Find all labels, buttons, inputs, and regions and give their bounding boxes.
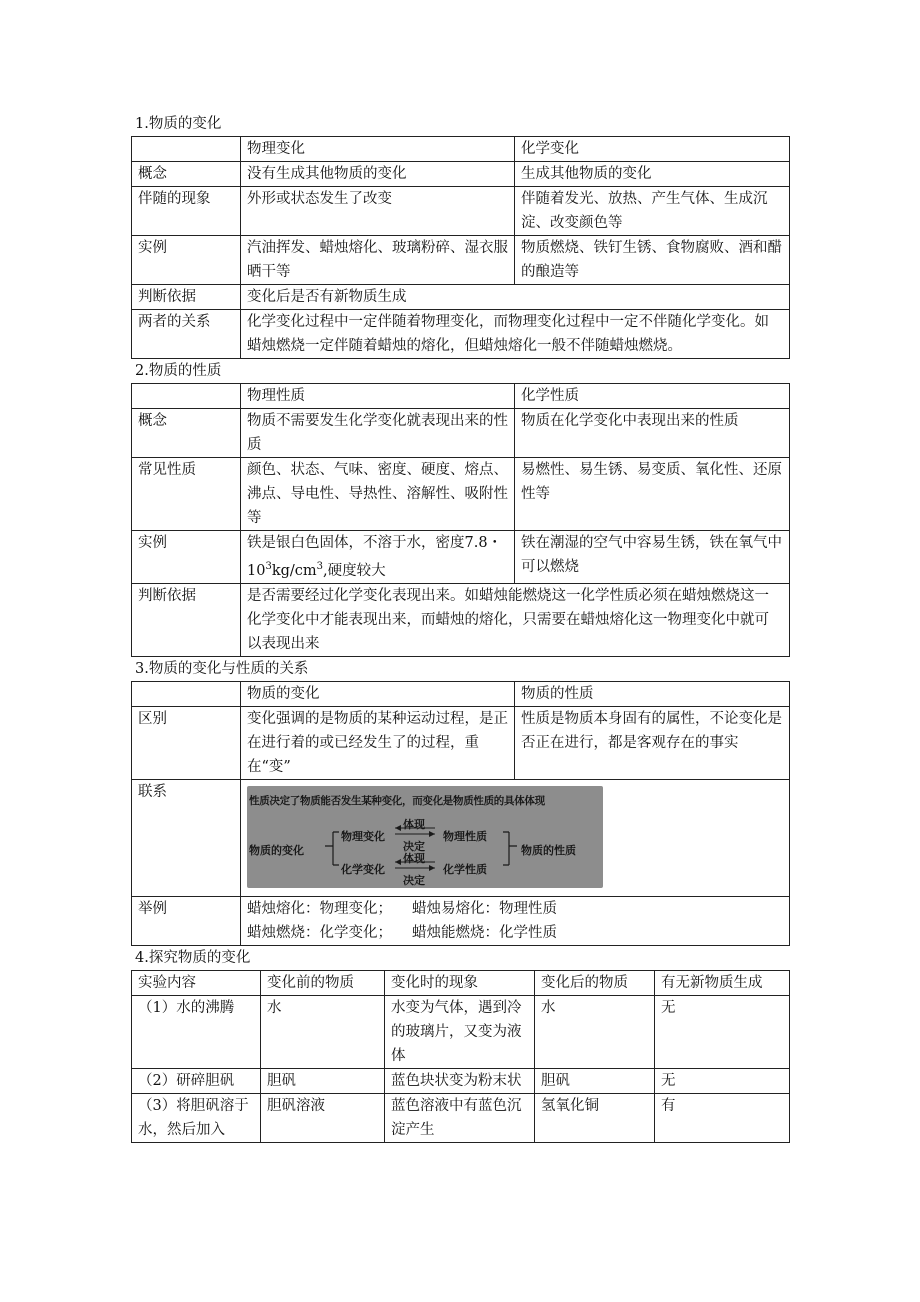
header-cell — [132, 384, 241, 409]
section-3-title: 3.物质的变化与性质的关系 — [135, 660, 309, 677]
table-cell: （3）将胆矾溶于水，然后加入 — [132, 1093, 261, 1142]
section-1-title: 1.物质的变化 — [135, 116, 222, 132]
row-label: 区别 — [132, 706, 241, 779]
row-label: 联系 — [132, 779, 241, 896]
table-cell: 没有生成其他物质的变化 — [241, 162, 515, 187]
table-row — [132, 706, 790, 779]
table-row — [132, 285, 790, 310]
table-cell: 无 — [655, 995, 790, 1068]
table-cell: 物质不需要发生化学变化就表现出来的性质 — [241, 409, 515, 458]
table-explore-change — [131, 970, 790, 1143]
table-cell: 变化强调的是物质的某种运动过程，是正在进行着的或已经发生了的过程，重在“变” — [241, 706, 515, 779]
table-cell: 蓝色溶液中有蓝色沉淀产生 — [385, 1093, 535, 1142]
table-cell: 水变为气体，遇到冷的玻璃片，又变为液体 — [385, 995, 535, 1068]
table-cell: 汽油挥发、蜡烛熔化、玻璃粉碎、湿衣服晒干等 — [241, 236, 515, 285]
header-cell — [132, 137, 241, 162]
diagram-embody-top: 体现 — [403, 817, 425, 831]
table-cell: 化学变化过程中一定伴随着物理变化，而物理变化过程中一定不伴随化学变化。如蜡烛燃烧一定伴随着蜡烛的熔化，但蜡烛熔化一般不伴随蜡烛燃烧。 — [241, 310, 790, 359]
diagram-embody-bottom: 体现 — [403, 851, 425, 865]
example-text: 蜡烛能燃烧：化学性质 — [412, 924, 557, 941]
diagram-decide-top: 决定 — [403, 839, 425, 853]
table-row — [132, 583, 790, 656]
example-text: 蜡烛熔化：物理变化； — [247, 900, 392, 917]
table-row — [132, 531, 790, 584]
row-label: 判断依据 — [132, 583, 241, 656]
header-cell: 物质的性质 — [515, 681, 790, 706]
diagram-chem-change: 化学变化 — [341, 862, 385, 876]
diagram-decide-bottom: 决定 — [403, 873, 425, 887]
header-cell: 有无新物质生成 — [655, 970, 790, 995]
header-cell — [132, 681, 241, 706]
table-cell: 氢氧化铜 — [535, 1093, 655, 1142]
header-cell: 物质的变化 — [241, 681, 515, 706]
table-cell: 变化后是否有新物质生成 — [241, 285, 790, 310]
table-cell: 胆矾 — [261, 1068, 385, 1093]
table-cell: 胆矾 — [535, 1068, 655, 1093]
table-row — [132, 187, 790, 236]
table-cell: 胆矾溶液 — [261, 1093, 385, 1142]
header-cell: 变化前的物质 — [261, 970, 385, 995]
table-row — [132, 1068, 790, 1093]
table-row — [132, 458, 790, 531]
table-cell: 有 — [655, 1093, 790, 1142]
table-cell: 物质燃烧、铁钉生锈、食物腐败、酒和醋的酿造等 — [515, 236, 790, 285]
table-cell: 铁在潮湿的空气中容易生锈，铁在氧气中可以燃烧 — [515, 531, 790, 584]
text-fragment: kg/cm — [271, 562, 317, 579]
document-page — [131, 112, 789, 1143]
row-label: 判断依据 — [132, 285, 241, 310]
row-label: 实例 — [132, 236, 241, 285]
table-header-row — [132, 137, 790, 162]
row-label: 概念 — [132, 409, 241, 458]
diagram-caption: 性质决定了物质能否发生某种变化，而变化是物质性质的具体体现 — [249, 794, 545, 807]
relation-diagram — [247, 786, 603, 888]
table-cell: 易燃性、易生锈、易变质、氧化性、还原性等 — [515, 458, 790, 531]
text-fragment: 铁是银白色固体，不溶于水，密度 — [247, 535, 465, 551]
table-cell: 蓝色块状变为粉末状 — [385, 1068, 535, 1093]
table-row — [132, 896, 790, 945]
table-cell: 无 — [655, 1068, 790, 1093]
row-label: 伴随的现象 — [132, 187, 241, 236]
header-cell: 化学性质 — [515, 384, 790, 409]
table-cell: （1）水的沸腾 — [132, 995, 261, 1068]
table-cell: 生成其他物质的变化 — [515, 162, 790, 187]
header-cell: 变化时的现象 — [385, 970, 535, 995]
table-change-property-relation — [131, 681, 790, 946]
superscript: 3 — [265, 561, 272, 572]
diagram-chem-prop: 化学性质 — [443, 862, 487, 876]
diagram-phys-prop: 物理性质 — [443, 829, 487, 843]
example-text: 蜡烛燃烧：化学变化； — [247, 924, 392, 941]
table-cell: （2）研碎胆矾 — [132, 1068, 261, 1093]
diagram-right-label: 物质的性质 — [521, 843, 576, 857]
row-label: 概念 — [132, 162, 241, 187]
section-4-title: 4.探究物质的变化 — [135, 949, 251, 966]
table-cell: 水 — [261, 995, 385, 1068]
header-cell: 变化后的物质 — [535, 970, 655, 995]
table-cell: 性质是物质本身固有的属性，不论变化是否正在进行，都是客观存在的事实 — [515, 706, 790, 779]
table-row — [132, 1093, 790, 1142]
diagram-phys-change: 物理变化 — [341, 829, 385, 843]
table-cell: 颜色、状态、气味、密度、硬度、熔点、沸点、导电性、导热性、溶解性、吸附性等 — [241, 458, 515, 531]
diagram-cell — [241, 779, 790, 896]
section-2-title: 2.物质的性质 — [135, 363, 222, 379]
text-fragment: 7.8・10 — [247, 535, 503, 579]
example-text: 蜡烛易熔化：物理性质 — [412, 900, 557, 917]
example-line — [247, 897, 783, 921]
table-cell — [241, 896, 790, 945]
table-header-row — [132, 681, 790, 706]
header-cell: 物理性质 — [241, 384, 515, 409]
text-fragment: ,硬度较大 — [323, 562, 386, 579]
row-label: 两者的关系 — [132, 310, 241, 359]
row-label: 实例 — [132, 531, 241, 584]
table-row — [132, 162, 790, 187]
row-label: 举例 — [132, 896, 241, 945]
superscript: 3 — [316, 561, 324, 572]
example-line — [247, 921, 783, 945]
table-header-row — [132, 384, 790, 409]
table-row — [132, 409, 790, 458]
table-cell: 外形或状态发生了改变 — [241, 187, 515, 236]
table-row — [132, 236, 790, 285]
table-row — [132, 310, 790, 359]
table-row — [132, 995, 790, 1068]
table-cell — [241, 531, 515, 584]
header-cell: 物理变化 — [241, 137, 515, 162]
diagram-left-label: 物质的变化 — [249, 843, 304, 857]
table-cell: 物质在化学变化中表现出来的性质 — [515, 409, 790, 458]
table-physical-chemical-change — [131, 136, 790, 359]
table-physical-chemical-property — [131, 383, 790, 657]
row-label: 常见性质 — [132, 458, 241, 531]
header-cell: 化学变化 — [515, 137, 790, 162]
table-cell: 水 — [535, 995, 655, 1068]
table-cell: 是否需要经过化学变化表现出来。如蜡烛能燃烧这一化学性质必须在蜡烛燃烧这一化学变化中才能表现出来，而蜡烛的熔化，只需要在蜡烛熔化这一物理变化中就可以表现出来 — [241, 583, 790, 656]
table-row — [132, 779, 790, 896]
table-header-row — [132, 970, 790, 995]
header-cell: 实验内容 — [132, 970, 261, 995]
table-cell: 伴随着发光、放热、产生气体、生成沉淀、改变颜色等 — [515, 187, 790, 236]
